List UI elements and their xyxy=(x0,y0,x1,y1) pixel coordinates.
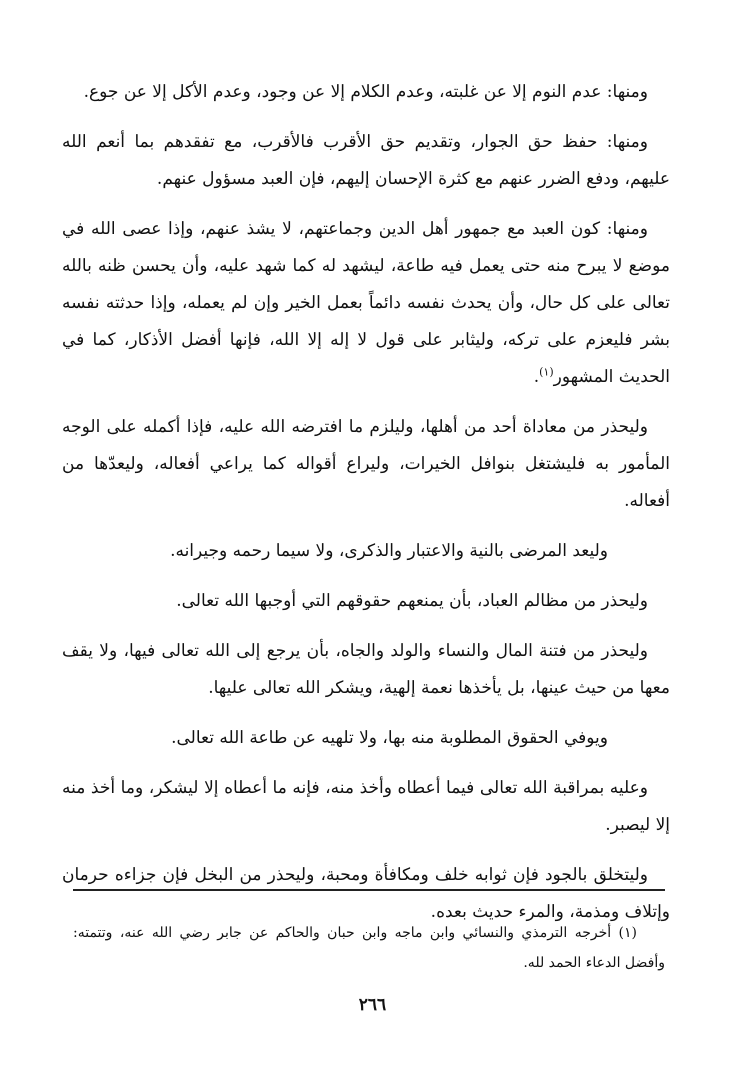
paragraph-8: ويوفي الحقوق المطلوبة منه بها، ولا تلهيه عن طاعة الله تعالى. xyxy=(171,728,608,748)
main-text xyxy=(62,74,670,944)
paragraph-2: ومنها: حفظ حق الجوار، وتقديم حق الأقرب فالأقرب، مع تفقدهم بما أنعم الله عليهم، ودفع الضرر عنهم مع كثرة الإحسان إليهم، فإن العبد مسؤول عنهم. xyxy=(62,132,670,189)
paragraph-1: ومنها: عدم النوم إلا عن غلبته، وعدم الكلام إلا عن وجود، وعدم الأكل إلا عن جوع. xyxy=(83,82,648,102)
footnote-divider xyxy=(73,889,665,891)
paragraph-5: وليعد المرضى بالنية والاعتبار والذكرى، ولا سيما رحمه وجيرانه. xyxy=(170,541,608,561)
page-number: ٢٦٦ xyxy=(358,995,387,1015)
footnote-reference[interactable]: (١) xyxy=(539,365,554,379)
paragraph-10: وليتخلق بالجود فإن ثوابه خلف ومكافأة ومحبة، وليحذر من البخل فإن جزاءه حرمان وإتلاف ومذمة، والمرء حديث بعده. xyxy=(62,865,670,922)
paragraph-3 xyxy=(62,211,670,396)
paragraph-4: وليحذر من معاداة أحد من أهلها، وليلزم ما افترضه الله عليه، فإذا أكمله على الوجه المأمور به فليشتغل بنوافل الخيرات، وليراع أقواله كما يراعي أفعاله، وليعدّها من أفعاله. xyxy=(62,417,670,511)
footnote: (١) أخرجه الترمذي والنسائي وابن ماجه وابن حبان والحاكم عن جابر رضي الله عنه، وتتمته: وأفضل الدعاء الحمد لله. xyxy=(73,925,665,971)
paragraph-9: وعليه بمراقبة الله تعالى فيما أعطاه وأخذ منه، فإنه ما أعطاه إلا ليشكر، وما أخذ منه إلا ليصبر. xyxy=(62,778,670,835)
paragraph-3-end: . xyxy=(533,367,540,387)
paragraph-3-text: ومنها: كون العبد مع جمهور أهل الدين وجماعتهم، لا يشذ عنهم، وإذا عصى الله في موضع لا يبرح منه حتى يعمل فيه طاعة، ليشهد له كما شهد عليه، وأن يحسن ظنه بالله تعالى على كل حال، وأن يحدث نفسه دائماً بعمل الخير وإن لم يعمله، وإذا حدثته نفسه بشر فليعزم على تركه، وليثابر على قول لا إله إلا الله، فإنها أفضل الأذكار، كما في الحديث المشهور xyxy=(62,219,670,387)
paragraph-7: وليحذر من فتنة المال والنساء والولد والجاه، بأن يرجع إلى الله تعالى فيها، ولا يقف معها من حيث عينها، بل يأخذها نعمة إلهية، ويشكر الله تعالى عليها. xyxy=(62,641,670,698)
paragraph-6: وليحذر من مظالم العباد، بأن يمنعهم حقوقهم التي أوجبها الله تعالى. xyxy=(176,591,648,611)
